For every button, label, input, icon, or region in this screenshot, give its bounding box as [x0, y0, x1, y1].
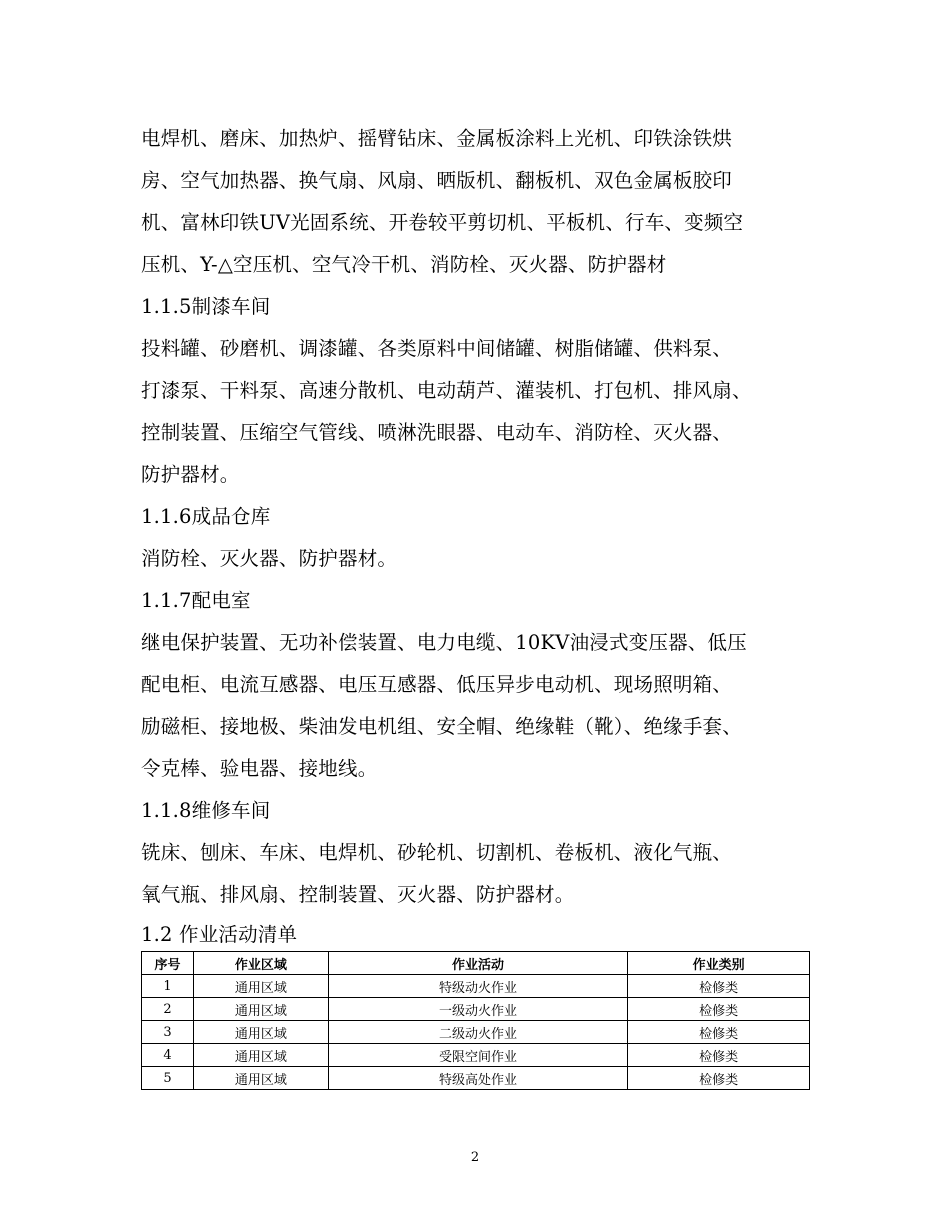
col-header-category: 作业类别: [628, 952, 810, 975]
cell-activity: 二级动火作业: [328, 1021, 628, 1044]
col-header-index: 序号: [142, 952, 194, 975]
cell-category: 检修类: [628, 975, 810, 998]
cell-index: 4: [142, 1044, 194, 1067]
body-text-line: 消防栓、灭火器、防护器材。: [141, 547, 398, 570]
table-row: [142, 975, 810, 998]
cell-category: 检修类: [628, 1044, 810, 1067]
body-text-line: 控制装置、压缩空气管线、喷淋洗眼器、电动车、消防栓、灭火器、: [141, 421, 733, 444]
body-text-line: 压机、Y-△空压机、空气冷干机、消防栓、灭火器、防护器材: [141, 253, 667, 276]
cell-area: 通用区域: [193, 1021, 328, 1044]
cell-area: 通用区域: [193, 998, 328, 1021]
activity-table: [141, 951, 810, 1090]
cell-activity: 特级高处作业: [328, 1067, 628, 1090]
section-heading: 1.1.6成品仓库: [141, 505, 271, 528]
body-text-line: 防护器材。: [141, 463, 240, 486]
section-heading: 1.1.7配电室: [141, 589, 251, 612]
section-heading: 1.2 作业活动清单: [141, 923, 298, 946]
body-text-line: 励磁柜、接地极、柴油发电机组、安全帽、绝缘鞋（靴）、绝缘手套、: [141, 715, 742, 738]
cell-area: 通用区域: [193, 975, 328, 998]
cell-activity: 受限空间作业: [328, 1044, 628, 1067]
cell-category: 检修类: [628, 1021, 810, 1044]
col-header-area: 作业区域: [193, 952, 328, 975]
cell-index: 3: [142, 1021, 194, 1044]
body-text-line: 铣床、刨床、车床、电焊机、砂轮机、切割机、卷板机、液化气瓶、: [141, 841, 733, 864]
cell-index: 2: [142, 998, 194, 1021]
body-text-line: 配电柜、电流互感器、电压互感器、低压异步电动机、现场照明箱、: [141, 673, 733, 696]
col-header-activity: 作业活动: [328, 952, 628, 975]
cell-category: 检修类: [628, 1067, 810, 1090]
table-row: [142, 1044, 810, 1067]
body-text-line: 机、富林印铁UV光固系统、开卷较平剪切机、平板机、行车、变频空: [141, 211, 744, 234]
cell-index: 5: [142, 1067, 194, 1090]
cell-area: 通用区域: [193, 1044, 328, 1067]
page-number: 2: [470, 1150, 480, 1165]
body-text-line: 投料罐、砂磨机、调漆罐、各类原料中间储罐、树脂储罐、供料泵、: [141, 337, 733, 360]
body-text-line: 打漆泵、干料泵、高速分散机、电动葫芦、灌装机、打包机、排风扇、: [141, 379, 752, 402]
section-heading: 1.1.8维修车间: [141, 799, 271, 822]
body-text-line: 电焊机、磨床、加热炉、摇臂钻床、金属板涂料上光机、印铁涂铁烘: [141, 127, 733, 150]
table-row: [142, 1021, 810, 1044]
body-text-line: 继电保护装置、无功补偿装置、电力电缆、10KV油浸式变压器、低压: [141, 631, 747, 654]
cell-activity: 一级动火作业: [328, 998, 628, 1021]
table-row: [142, 998, 810, 1021]
table-header-row: [142, 952, 810, 975]
cell-category: 检修类: [628, 998, 810, 1021]
cell-activity: 特级动火作业: [328, 975, 628, 998]
body-text-line: 房、空气加热器、换气扇、风扇、晒版机、翻板机、双色金属板胶印: [141, 169, 733, 192]
cell-index: 1: [142, 975, 194, 998]
body-text-line: 氧气瓶、排风扇、控制装置、灭火器、防护器材。: [141, 883, 575, 906]
section-heading: 1.1.5制漆车间: [141, 295, 271, 318]
cell-area: 通用区域: [193, 1067, 328, 1090]
table-row: [142, 1067, 810, 1090]
body-text-line: 令克棒、验电器、接地线。: [141, 757, 378, 780]
